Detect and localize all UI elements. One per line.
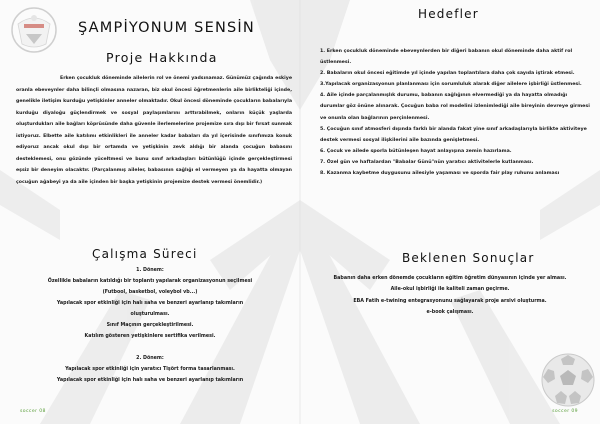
beklenen-sonuclar-body	[326, 273, 574, 318]
calisma-line: Yapılacak spor etkinliği için halı saha ve benzeri ayarlanıp takımların	[56, 300, 244, 306]
page-title: ŞAMPİYONUM SENSİN	[78, 20, 255, 36]
beklenen-line: Aile-okul işbirliği ile kaliteli zaman geçirme.	[390, 287, 510, 293]
calisma-line: Özellikle babaların katıldığı bir toplantı yapılarak organizasyonun seçilmesi	[47, 278, 253, 284]
hedef-item: 8. Kazanma kaybetme duygusunu ailesiyle yaşaması ve sporda fair play ruhunu anlaması	[320, 171, 560, 177]
hedef-item: 7. Özel gün ve haftalardan "Babalar Günü"nün yaratıcı aktivitelerle kutlanması.	[320, 159, 534, 165]
calisma-gap	[22, 343, 278, 354]
section-title-calisma-sureci: Çalışma Süreci	[92, 247, 198, 261]
beklenen-line: e-book çalışması.	[426, 309, 474, 315]
calisma-line: 1. Dönem:	[136, 268, 164, 273]
calisma-line: oluşturulması.	[130, 311, 170, 317]
hedef-item: 5. Çocuğun sınıf atmosferi dışında farklı bir alanda fakat yine sınıf arkadaşlarıyla birlikte aktiviteye destek vermesi sosyal ilişkilerini aile bazında genişletmesi.	[320, 126, 587, 143]
section-title-beklenen-sonuclar: Beklenen Sonuçlar	[402, 251, 535, 265]
hedef-item: 3.Yapılacak organizasyonun planlanması için sorumluluk alarak diğer ailelere işbirliği üstlenmesi.	[320, 82, 582, 88]
calisma-line: Sınıf Maçının gerçekleştirilmesi.	[106, 322, 194, 328]
page-number-right: soccer 09	[552, 409, 578, 414]
section-title-hedefler: Hedefler	[418, 7, 479, 21]
hedef-item: 2. Babaların okul öncesi eğitimde yıl içinde yapılan toplantılara daha çok sayıda iştirak etmesi.	[320, 71, 575, 77]
calisma-line: Yapılacak spor etkinliği için halı saha ve benzeri ayarlanıp takımların	[56, 377, 244, 383]
calisma-line: Katılım gösteren yetişkinlere sertifika verilmesi.	[84, 333, 216, 339]
calisma-line: Yapılacak spor etkinliği için yaratıcı Tişört forma tasarlanması.	[65, 366, 235, 372]
calisma-line: (Futbool, basketbol, voleybol vb...)	[102, 289, 198, 295]
right-page	[300, 0, 600, 424]
hedef-item: 4. Aile içinde parçalanmışlık durumu, babanın sağlığının elvermediği ya da hayatta olmadığı durumlar göz önüne alınarak. Çocuğun baba rol modelini izlenimlediği aile bireyinin devreye girmesi ve onunla olan bağlarının perçinlenmesi.	[320, 93, 590, 121]
hedef-item: 1. Erken çocukluk döneminde ebeveynlerden bir diğeri babanın okul döneminde daha aktif rol üstlenmesi.	[320, 49, 573, 66]
hedef-item: 6. Çocuk ve ailede sporla bütünleşen hayat anlayışına zemin hazırlama.	[320, 148, 512, 154]
beklenen-line: Babanın daha erken dönemde çocukların eğitim öğretim dünyasının içinde yer alması.	[333, 276, 567, 281]
section-title-proje-hakkinda: Proje Hakkında	[106, 50, 218, 65]
beklenen-line: EBA Fatih e-twining entegrasyonunu sağlayarak proje arsivi oluşturma.	[353, 298, 547, 304]
team-logo-icon	[2, 4, 66, 56]
calisma-line: 2. Dönem:	[136, 355, 164, 361]
calisma-sureci-body	[22, 266, 278, 386]
intro-paragraph: Erken çocukluk döneminde ailelerin rol ve önemi yadsınamaz. Günümüz çağında eskiye oranla ebeveynler daha bilinçli olmasına nazaran, biz okul öncesi öğretmenlerin aile birlikteliği içinde, genelikle iletişim kurduğu yetişkinler anneler olmaktadır. Okul öncesi döneminde çocukların babalarıyla kurduğu diyaloğu güçlendirmek ve sosyal paylaşımlarını arttırabilmek, onların küçük yaşlarda oluşturdukları aile bağları köprüsünde daha güvenle ilerlemelerine projemize sıra dışı bir fırsat sunmak istiyoruz. Elbette aile katılımı etkinlikleri ile anneler kadar babaları da yıl içerisinde sınıfımıza konuk ediyoruz ancak okul dışı bir ortamda ve yetişkinin zevk aldığı bir alanda çocuğun babasını desteklemesi, onu gözünde yüceltmesi ve bunu sınıf arkadaşları bütünlüğü içinde gerçekleştirmesi eşsiz bir deneyim olacaktır. (Parçalanmış aileler, babasının sağlığı el vermeyen ya da hayatta olmayan çocuğun ağabeyi ya da aile içinden bir başka yetişkinin projemize destek vermesi önemlidir.)	[16, 76, 292, 185]
page-number-left: soccer 08	[20, 409, 46, 414]
hedefler-list	[320, 46, 592, 179]
soccer-ball-icon	[540, 352, 596, 408]
